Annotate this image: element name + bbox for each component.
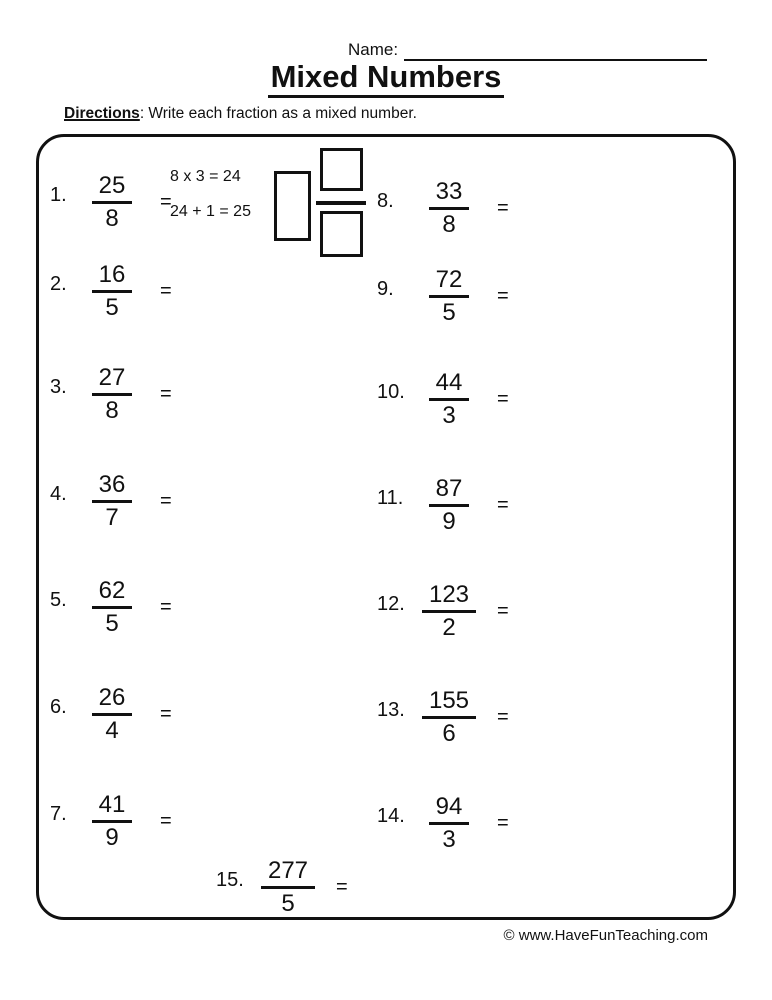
problem-1 — [50, 173, 172, 232]
equals-sign: = — [497, 599, 509, 622]
fraction-denominator: 7 — [105, 503, 119, 531]
problem-9 — [377, 267, 509, 326]
directions-text: : Write each fraction as a mixed number. — [139, 105, 417, 122]
equals-sign: = — [336, 875, 348, 898]
page-title: Mixed Numbers — [268, 61, 505, 98]
equals-sign: = — [497, 387, 509, 410]
fraction-numerator: 33 — [429, 179, 470, 210]
fraction — [80, 685, 144, 744]
directions-label: Directions — [64, 105, 140, 122]
fraction — [417, 370, 481, 429]
fraction-numerator: 44 — [429, 370, 470, 401]
problem-number: 3. — [50, 375, 67, 398]
problem-13 — [377, 688, 509, 747]
fraction-denominator: 8 — [442, 210, 456, 238]
fraction — [256, 858, 320, 917]
fraction-denominator: 3 — [442, 825, 456, 853]
equals-sign: = — [160, 595, 172, 618]
fraction-numerator: 94 — [429, 794, 470, 825]
problem-14 — [377, 794, 509, 853]
problem-number: 1. — [50, 183, 67, 206]
problem-number: 14. — [377, 804, 405, 827]
equals-sign: = — [497, 493, 509, 516]
fraction-denominator: 5 — [442, 298, 456, 326]
fraction-denominator: 9 — [442, 507, 456, 535]
fraction-denominator: 5 — [105, 609, 119, 637]
fraction-denominator: 8 — [105, 396, 119, 424]
fraction-numerator: 27 — [92, 365, 133, 396]
fraction-numerator: 72 — [429, 267, 470, 298]
fraction-numerator: 277 — [261, 858, 315, 889]
equals-sign: = — [160, 489, 172, 512]
problem-number: 5. — [50, 588, 67, 611]
example-step-1: 8 x 3 = 24 — [170, 168, 241, 185]
fraction — [80, 792, 144, 851]
problem-15 — [216, 858, 348, 917]
equals-sign: = — [497, 284, 509, 307]
equals-sign: = — [160, 702, 172, 725]
problem-number: 6. — [50, 695, 67, 718]
equals-sign: = — [497, 811, 509, 834]
footer-credit: © www.HaveFunTeaching.com — [503, 927, 708, 944]
fraction-numerator: 62 — [92, 578, 133, 609]
answer-box-whole-number — [274, 171, 311, 241]
example-step-2: 24 + 1 = 25 — [170, 203, 251, 220]
problem-number: 4. — [50, 482, 67, 505]
equals-sign: = — [160, 809, 172, 832]
fraction — [80, 173, 144, 232]
problem-12 — [377, 582, 509, 641]
fraction-numerator: 155 — [422, 688, 476, 719]
fraction-denominator: 5 — [105, 293, 119, 321]
fraction-denominator: 6 — [442, 719, 456, 747]
fraction-numerator: 87 — [429, 476, 470, 507]
answer-fraction-bar — [316, 201, 366, 205]
fraction — [417, 582, 481, 641]
fraction — [417, 267, 481, 326]
fraction-denominator: 3 — [442, 401, 456, 429]
problem-number: 11. — [377, 486, 404, 509]
problem-number: 9. — [377, 277, 394, 300]
problem-number: 13. — [377, 698, 405, 721]
problem-11 — [377, 476, 509, 535]
fraction — [80, 578, 144, 637]
equals-sign: = — [160, 190, 172, 213]
equals-sign: = — [497, 705, 509, 728]
fraction — [417, 794, 481, 853]
fraction — [417, 688, 481, 747]
problem-number: 12. — [377, 592, 405, 615]
problem-number: 10. — [377, 380, 405, 403]
name-label: Name: — [348, 40, 399, 59]
fraction-numerator: 123 — [422, 582, 476, 613]
fraction — [417, 476, 481, 535]
answer-box-numerator — [320, 148, 363, 191]
problem-2 — [50, 262, 172, 321]
problem-10 — [377, 370, 509, 429]
problem-5 — [50, 578, 172, 637]
problem-number: 2. — [50, 272, 67, 295]
fraction-denominator: 9 — [105, 823, 119, 851]
problem-7 — [50, 792, 172, 851]
fraction — [417, 179, 481, 238]
problem-number: 15. — [216, 868, 244, 891]
problem-3 — [50, 365, 172, 424]
equals-sign: = — [160, 382, 172, 405]
fraction-numerator: 41 — [92, 792, 133, 823]
fraction-denominator: 2 — [442, 613, 456, 641]
fraction-numerator: 36 — [92, 472, 133, 503]
problem-8 — [377, 179, 509, 238]
problem-number: 8. — [377, 189, 394, 212]
problem-4 — [50, 472, 172, 531]
fraction-denominator: 5 — [281, 889, 295, 917]
problem-number: 7. — [50, 802, 67, 825]
fraction-numerator: 16 — [92, 262, 133, 293]
fraction-numerator: 26 — [92, 685, 133, 716]
title-wrap — [0, 61, 772, 98]
equals-sign: = — [497, 196, 509, 219]
fraction — [80, 365, 144, 424]
equals-sign: = — [160, 279, 172, 302]
fraction — [80, 262, 144, 321]
fraction-denominator: 4 — [105, 716, 119, 744]
fraction — [80, 472, 144, 531]
answer-box-denominator — [320, 211, 363, 257]
problem-6 — [50, 685, 172, 744]
fraction-denominator: 8 — [105, 204, 119, 232]
fraction-numerator: 25 — [92, 173, 133, 204]
directions — [64, 105, 417, 123]
